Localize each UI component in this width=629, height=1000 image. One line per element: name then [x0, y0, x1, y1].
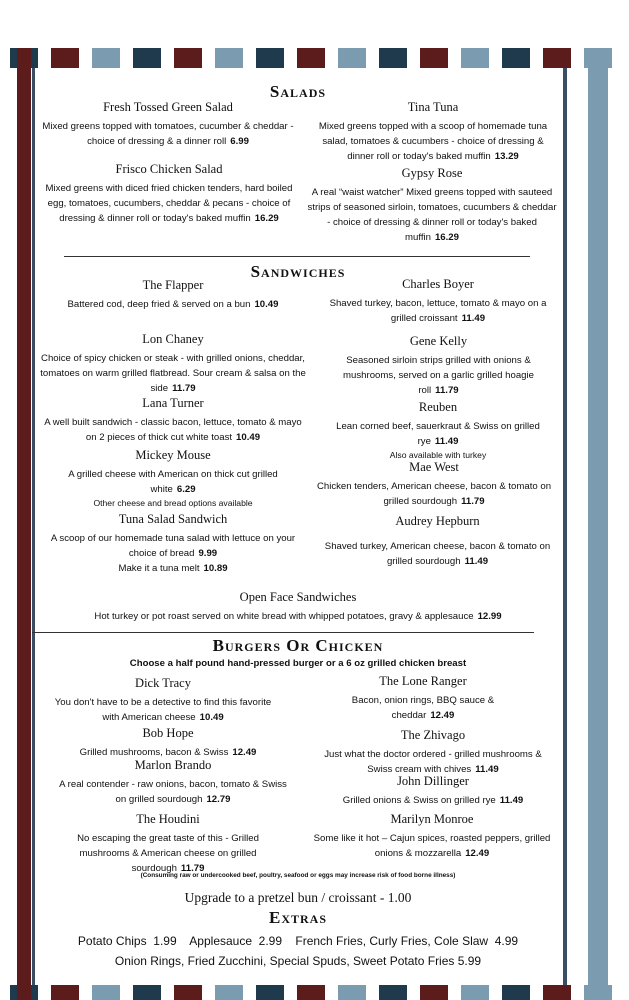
stripe-square [379, 985, 407, 1000]
item-price: 11.79 [180, 863, 205, 874]
menu-item [308, 100, 558, 164]
extras-line-2: Onion Rings, Fried Zucchini, Special Spuds, Sweet Potato Fries 5.99 [114, 954, 482, 968]
sandwiches-title: Sandwiches [250, 262, 346, 281]
item-name: Mickey Mouse [135, 448, 211, 462]
stripe-square [502, 985, 530, 1000]
stripe-square [92, 48, 120, 68]
top-stripe-border [0, 48, 629, 68]
stripe-square [174, 48, 202, 68]
item-name: Marlon Brando [134, 758, 212, 772]
stripe-square [215, 985, 243, 1000]
item-price: 6.99 [230, 136, 249, 147]
stripe-square [338, 985, 366, 1000]
item-name: Mae West [409, 460, 459, 474]
item-name: Tuna Salad Sandwich [118, 512, 228, 526]
item-description: Hot turkey or pot roast served on white bread with whipped potatoes, gravy & applesauce 12.99 [94, 611, 502, 622]
item-description: Shaved turkey, bacon, lettuce, tomato & mayo on a grilled croissant 11.49 [329, 298, 547, 324]
item-note: Also available with turkey [389, 450, 487, 460]
stripe-square [420, 48, 448, 68]
menu-item [43, 512, 303, 576]
item-price: 16.29 [434, 232, 459, 243]
upgrade-note: Upgrade to a pretzel bun / croissant - 1.00 [184, 890, 412, 905]
item-name: Lana Turner [142, 396, 204, 410]
item-description: A real contender - raw onions, bacon, tomato & Swiss on grilled sourdough 12.79 [59, 779, 287, 805]
stripe-square [215, 48, 243, 68]
stripe-square [338, 48, 366, 68]
item-price: 11.79 [435, 385, 459, 396]
menu-item [326, 334, 551, 398]
item-price: 10.49 [236, 432, 261, 443]
menu-item [38, 396, 308, 445]
item-price: 11.49 [475, 764, 499, 775]
item-price: 11.79 [172, 383, 196, 394]
item-name: The Zhivago [400, 728, 466, 742]
menu-item [38, 332, 308, 396]
item-description: Shaved turkey, American cheese, bacon & tomato on grilled sourdough 11.49 [324, 541, 551, 567]
item-price: 11.49 [434, 436, 459, 447]
item-price: 11.49 [499, 795, 524, 806]
menu-item [48, 676, 278, 725]
item-price: 6.29 [176, 484, 196, 495]
food-safety-warning: (Consuming raw or undercooked beef, poultry, seafood or eggs may increase risk of food borne illness) [140, 872, 456, 879]
menu-item [310, 460, 558, 509]
item-description: You don't have to be a detective to find this favorite with American cheese 10.49 [54, 697, 272, 723]
item-name: Fresh Tossed Green Salad [103, 100, 233, 114]
stripe-square [174, 985, 202, 1000]
burgers-title: Burgers Or Chicken [212, 636, 384, 655]
item-description: Some like it hot – Cajun spices, roasted peppers, grilled onions & mozzarella 12.49 [313, 833, 551, 859]
item-name: John Dillinger [397, 774, 469, 788]
item-price: 10.89 [203, 563, 228, 574]
item-price: 12.49 [465, 848, 490, 859]
item-name: Frisco Chicken Salad [115, 162, 223, 176]
item-description: Lean corned beef, sauerkraut & Swiss on grilled rye 11.49 [336, 421, 540, 447]
item-name: The Lone Ranger [379, 674, 467, 688]
stripe-square [461, 48, 489, 68]
item-name: Tina Tuna [407, 100, 459, 114]
item-description: A grilled cheese with American on thick cut grilled white 6.29 [68, 469, 278, 495]
extras-line-1: Potato Chips 1.99 Applesauce 2.99 French Fries, Curly Fries, Cole Slaw 4.99 [77, 934, 519, 948]
menu-item [48, 726, 288, 760]
item-price: 12.99 [477, 611, 502, 622]
stripe-square [92, 985, 120, 1000]
stripe-square [461, 985, 489, 1000]
menu-item [318, 774, 548, 808]
stripe-square [133, 985, 161, 1000]
item-price: 12.49 [232, 747, 257, 758]
left-maroon-bar [17, 48, 31, 1000]
item-name: Marilyn Monroe [390, 812, 474, 826]
stripe-square [297, 985, 325, 1000]
menu-item [63, 278, 283, 312]
item-name: Reuben [418, 400, 458, 414]
item-price: 13.29 [494, 151, 519, 162]
stripe-square [256, 985, 284, 1000]
menu-item [328, 400, 548, 461]
item-price: 10.49 [199, 712, 224, 723]
stripe-square [51, 985, 79, 1000]
menu-item [306, 166, 558, 245]
stripe-square [133, 48, 161, 68]
menu-item [318, 728, 548, 777]
stripe-square [543, 985, 571, 1000]
menu-item [58, 812, 278, 876]
menu-item [58, 448, 288, 509]
bottom-stripe-border [0, 985, 629, 1000]
item-note: Other cheese and bread options available [93, 498, 253, 508]
menu-item-open-face [38, 590, 558, 624]
menu-item [38, 162, 300, 226]
stripe-square [51, 48, 79, 68]
item-price: 9.99 [198, 548, 218, 559]
menu-item [328, 674, 518, 723]
extras-title: Extras [268, 908, 327, 927]
item-description: Choice of spicy chicken or steak - with grilled onions, cheddar, tomatoes on warm grilled flatbread. Sour cream & salsa on the side 11.79 [40, 353, 306, 394]
item-description: Mixed greens topped with tomatoes, cucumber & cheddar - choice of dressing & a dinner roll 6.99 [42, 121, 294, 147]
item-description: A real “waist watcher” Mixed greens topped with sauteed strips of seasoned sirloin, tomatoes, cucumbers & cheddar - choice of dressing & dinner roll or today's baked muffin 16.29 [307, 187, 557, 243]
right-steel-bar [588, 48, 608, 1000]
stripe-square [297, 48, 325, 68]
menu-item [318, 277, 558, 326]
stripe-square [502, 48, 530, 68]
item-name: Gypsy Rose [401, 166, 463, 180]
item-name: Dick Tracy [135, 676, 191, 690]
stripe-square [379, 48, 407, 68]
item-description: A scoop of our homemade tuna salad with lettuce on your choice of bread 9.99 [50, 533, 296, 559]
item-description: Chicken tenders, American cheese, bacon & tomato on grilled sourdough 11.79 [316, 481, 552, 507]
menu-item [38, 100, 298, 149]
item-price: 11.79 [461, 496, 485, 507]
item-name: The Houdini [136, 812, 200, 826]
stripe-square [420, 985, 448, 1000]
item-description: Mixed greens with diced fried chicken tenders, hard boiled egg, tomatoes, cucumbers, cheddar & pecans - choice of dressing & dinner roll or today's baked muffin 16.29 [45, 183, 293, 224]
item-description: Mixed greens topped with a scoop of homemade tuna salad, tomatoes & cucumbers - choice of dressing & dinner roll or today's baked muffin 13.29 [318, 121, 548, 162]
item-description: Bacon, onion rings, BBQ sauce & cheddar 12.49 [351, 695, 495, 721]
salads-title: Salads [269, 82, 327, 101]
item-name: Audrey Hepburn [395, 514, 480, 528]
burgers-subtitle: Choose a half pound hand-pressed burger or a 6 oz grilled chicken breast [129, 658, 467, 669]
section-divider [64, 256, 530, 257]
item-description-extra: Make it a tuna melt 10.89 [118, 563, 228, 574]
item-price: 11.49 [464, 556, 489, 567]
item-price: 16.29 [254, 213, 279, 224]
section-divider [32, 632, 534, 633]
menu-item [306, 812, 558, 861]
item-name: The Flapper [142, 278, 204, 292]
item-price: 10.49 [254, 299, 279, 310]
item-price: 12.79 [206, 794, 231, 805]
menu-item [320, 514, 555, 569]
item-name: Charles Boyer [402, 277, 474, 291]
item-description: A well built sandwich - classic bacon, lettuce, tomato & mayo on 2 pieces of thick cut white toast 10.49 [44, 417, 302, 443]
item-description: Seasoned sirloin strips grilled with onions & mushrooms, served on a garlic grilled hoagie roll 11.79 [343, 355, 534, 396]
item-price: 12.49 [430, 710, 455, 721]
item-description: Grilled mushrooms, bacon & Swiss 12.49 [79, 747, 257, 758]
item-name: Open Face Sandwiches [239, 590, 357, 604]
stripe-square [256, 48, 284, 68]
item-description: No escaping the great taste of this - Grilled mushrooms & American cheese on grilled sourdough 11.79 [77, 833, 259, 874]
item-description: Battered cod, deep fried & served on a bun 10.49 [67, 299, 279, 310]
item-price: 11.49 [461, 313, 486, 324]
stripe-square [543, 48, 571, 68]
item-description: Grilled onions & Swiss on grilled rye 11.49 [342, 795, 524, 806]
menu-item [53, 758, 293, 807]
item-name: Lon Chaney [142, 332, 204, 346]
item-description: Just what the doctor ordered - grilled mushrooms & Swiss cream with chives 11.49 [324, 749, 542, 775]
item-name: Gene Kelly [409, 334, 468, 348]
item-name: Bob Hope [142, 726, 194, 740]
